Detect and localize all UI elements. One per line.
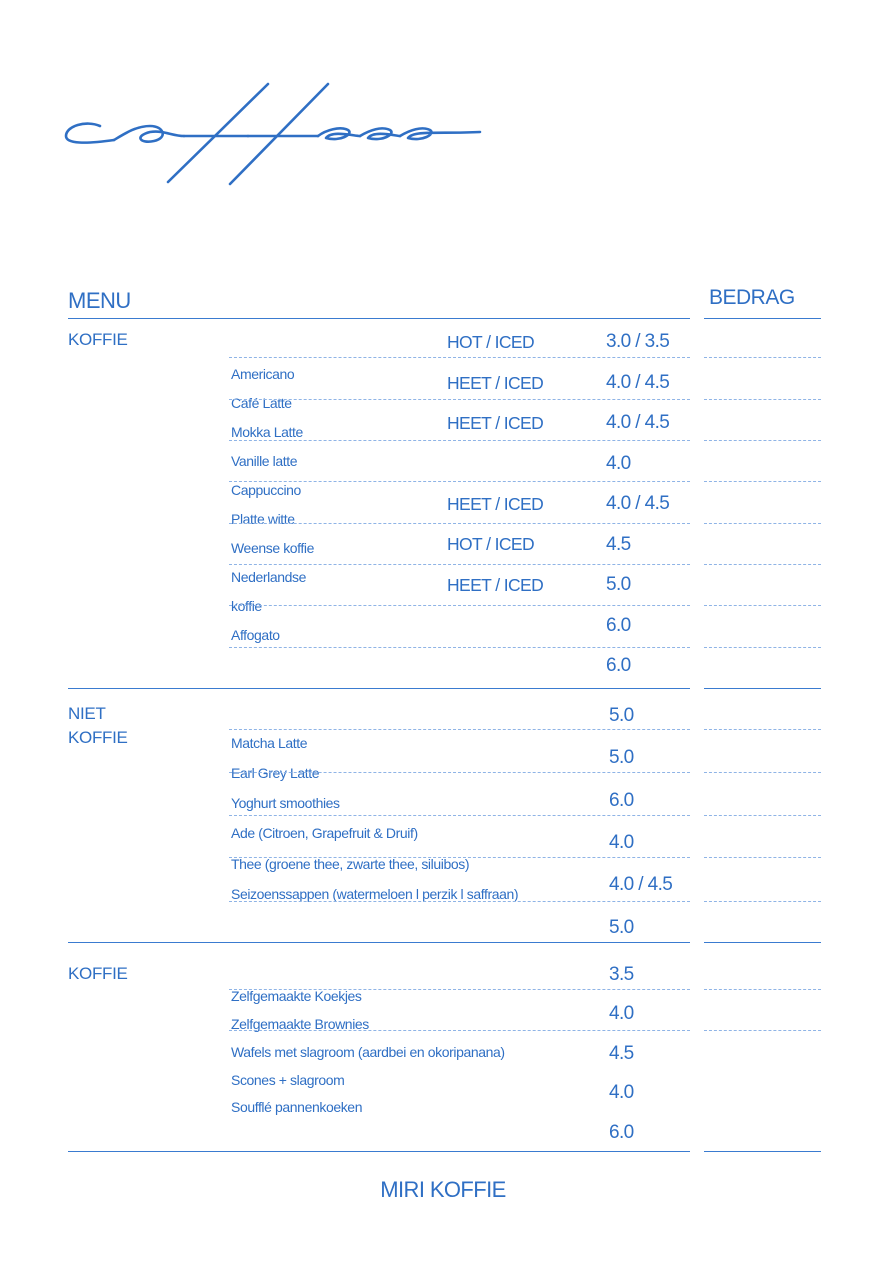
section-rule-left [68,688,690,689]
bedrag-dotted-rule [704,399,821,400]
menu-item: Scones + slagroom [231,1072,345,1088]
price: 3.0 / 3.5 [606,331,670,352]
variant-label: HOT / ICED [447,332,535,352]
menu-heading: MENU [68,288,131,313]
menu-item: koffie [231,598,262,614]
price: 6.0 [606,655,631,676]
menu-item: Thee (groene thee, zwarte thee, siluibos) [231,856,470,872]
bedrag-dotted-rule [704,901,821,902]
dotted-rule [229,901,690,902]
section-rule-left [68,942,690,943]
variant-label: HEET / ICED [447,413,544,433]
price: 3.5 [609,964,634,985]
menu-item: Nederlandse [231,569,306,585]
bedrag-dotted-rule [704,523,821,524]
section-rule-right [704,688,821,689]
section-rule-right [704,942,821,943]
section-title-niet: NIET [68,704,106,723]
price: 4.0 [609,832,634,853]
header-rule-left [68,318,690,319]
bedrag-dotted-rule [704,564,821,565]
price: 4.5 [606,534,631,555]
price: 4.0 / 4.5 [606,372,670,393]
bedrag-dotted-rule [704,357,821,358]
section-title-koffie: KOFFIE [68,964,128,983]
menu-item: Wafels met slagroom (aardbei en okoripanana) [231,1044,505,1060]
menu-item: Weense koffie [231,540,315,556]
menu-item: Ade (Citroen, Grapefruit & Druif) [231,825,418,841]
dotted-rule [229,481,690,482]
menu-item: Soufflé pannenkoeken [231,1099,363,1115]
dotted-rule [229,440,690,441]
bedrag-heading: BEDRAG [709,286,795,309]
bedrag-dotted-rule [704,729,821,730]
bedrag-dotted-rule [704,481,821,482]
price: 4.0 / 4.5 [609,874,673,895]
menu-item: Seizoenssappen (watermeloen l perzik l saffraan) [231,886,519,902]
dotted-rule [229,1030,690,1031]
price: 6.0 [609,1122,634,1143]
menu-item: Platte witte [231,511,295,527]
price: 4.0 [609,1003,634,1024]
price: 4.0 / 4.5 [606,493,670,514]
dotted-rule [229,815,690,816]
section-title-koffie: KOFFIE [68,728,128,747]
bedrag-dotted-rule [704,647,821,648]
price: 4.0 / 4.5 [606,412,670,433]
price: 6.0 [609,790,634,811]
section-title-koffie: KOFFIE [68,330,128,349]
section-rule-left [68,1151,690,1152]
menu-item: Affogato [231,627,280,643]
dotted-rule [229,399,690,400]
menu-item: Americano [231,366,295,382]
header-rule-right [704,318,821,319]
section-rule-right [704,1151,821,1152]
bedrag-dotted-rule [704,857,821,858]
menu-item: Zelfgemaakte Koekjes [231,988,362,1004]
bedrag-dotted-rule [704,772,821,773]
bedrag-dotted-rule [704,440,821,441]
menu-item: Matcha Latte [231,735,308,751]
bedrag-dotted-rule [704,605,821,606]
price: 5.0 [606,574,631,595]
bedrag-dotted-rule [704,1030,821,1031]
dotted-rule [229,729,690,730]
price: 4.0 [609,1082,634,1103]
dotted-rule [229,647,690,648]
price: 5.0 [609,747,634,768]
variant-label: HEET / ICED [447,494,544,514]
variant-label: HEET / ICED [447,373,544,393]
dotted-rule [229,564,690,565]
menu-item: Yoghurt smoothies [231,795,340,811]
price: 6.0 [606,615,631,636]
dotted-rule [229,772,690,773]
menu-item: Mokka Latte [231,424,303,440]
menu-item: Earl Grey Latte [231,765,320,781]
variant-label: HOT / ICED [447,534,535,554]
price: 5.0 [609,705,634,726]
dotted-rule [229,857,690,858]
variant-label: HEET / ICED [447,575,544,595]
dotted-rule [229,989,690,990]
menu-item: Vanille latte [231,453,298,469]
menu-item: Café Latte [231,395,292,411]
price: 5.0 [609,917,634,938]
bedrag-dotted-rule [704,989,821,990]
footer-brand: MIRI KOFFIE [380,1177,506,1202]
price: 4.0 [606,453,631,474]
dotted-rule [229,357,690,358]
dotted-rule [229,523,690,524]
menu-item: Zelfgemaakte Brownies [231,1016,369,1032]
coffee-script-logo [60,70,490,200]
dotted-rule [229,605,690,606]
price: 4.5 [609,1043,634,1064]
bedrag-dotted-rule [704,815,821,816]
menu-item: Cappuccino [231,482,301,498]
